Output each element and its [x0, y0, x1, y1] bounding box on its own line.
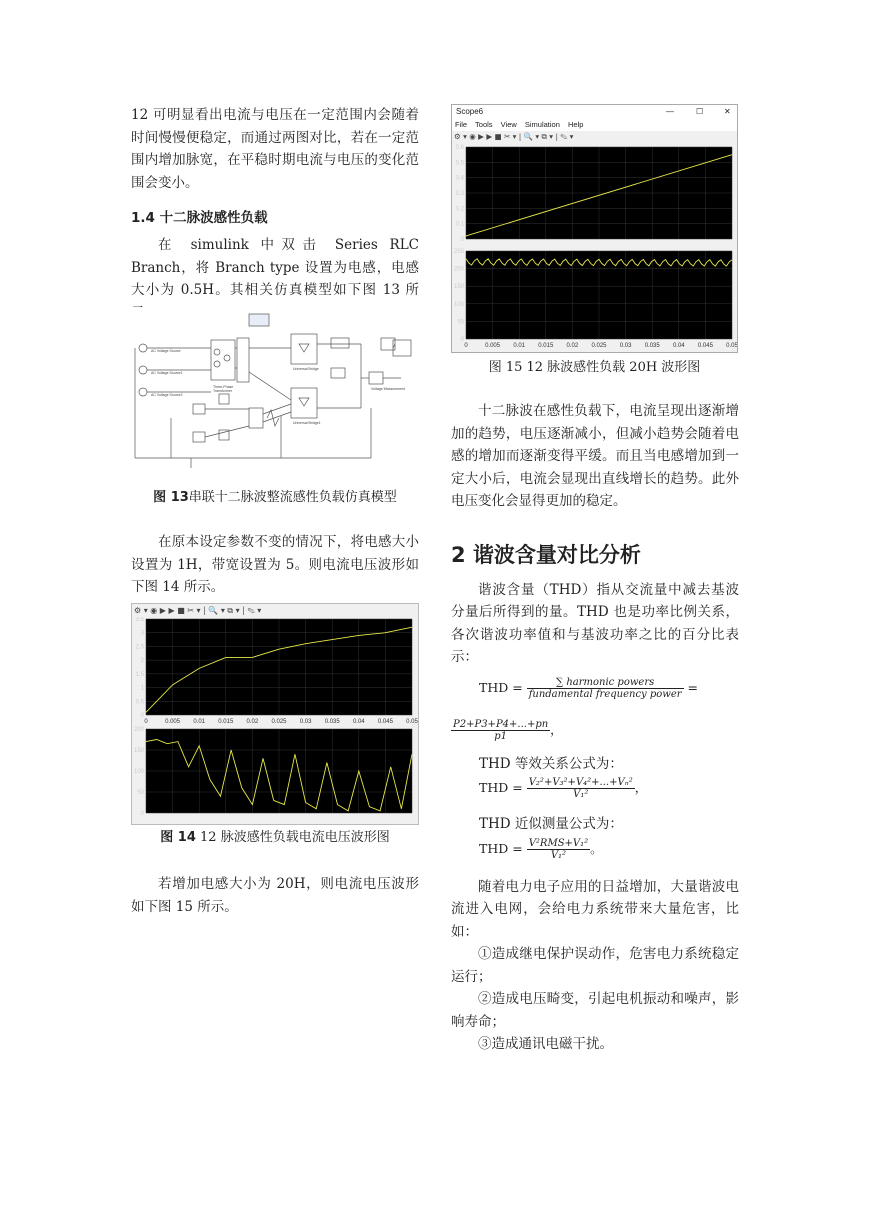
y-tick-label: 250: [453, 249, 464, 255]
x-tick-label: 0.005: [485, 343, 501, 349]
formula-thd-2: [451, 719, 739, 753]
section-title-1-4: 1.4 十二脉波感性负载: [131, 210, 268, 226]
x-tick-label: 0.045: [377, 719, 393, 725]
y-tick-label: 3.5: [135, 617, 144, 623]
svg-text:Universal Bridge: Universal Bridge: [293, 367, 319, 371]
figure-14-plot: [132, 617, 418, 824]
y-tick-label: 0: [460, 337, 464, 343]
harm-item-1: ①造成继电保护误动作，危害电力系统稳定运行；: [451, 946, 739, 985]
x-tick-label: 0.03: [299, 719, 312, 725]
figure-15-caption: 图 15 12 脉波感性负载 20H 波形图: [488, 360, 701, 375]
minimize-icon[interactable]: —: [666, 107, 674, 116]
x-tick-label: 0.015: [218, 719, 234, 725]
window-title-bar: [452, 105, 737, 119]
menu-bar: [452, 119, 737, 131]
x-tick-label: 0.04: [352, 719, 365, 725]
svg-text:Universal Bridge1: Universal Bridge1: [293, 421, 321, 425]
x-tick-label: 0.025: [591, 343, 607, 349]
y-tick-label: 100: [133, 769, 144, 775]
scope-title: Scope6: [456, 107, 484, 116]
formula-3-fraction: [527, 777, 635, 800]
y-tick-label: 150: [453, 284, 464, 291]
section-title-2: 2 谐波含量对比分析: [451, 542, 641, 567]
svg-text:AC Voltage Source1: AC Voltage Source1: [151, 371, 183, 375]
menu-help[interactable]: Help: [568, 120, 584, 129]
right-text-block: [451, 400, 739, 1056]
harm-item-2: ②造成电压畸变，引起电机振动和噪声，影响寿命；: [451, 991, 739, 1030]
y-tick-label: 0.2: [455, 206, 464, 213]
y-tick-label: 50: [457, 319, 464, 326]
formula-2-denominator: p1: [494, 730, 507, 742]
left-paragraph-1: 12 可明显看出电流与电压在一定范围内会随着时间慢慢便稳定，而通过两图对比，若在一定范围内增加脉宽，在平稳时期电流与电压的变化范围会变小。: [131, 107, 419, 191]
svg-text:AC Voltage Source: AC Voltage Source: [151, 349, 181, 353]
toolbar-icons[interactable]: ⚙ ▾ ◉ ▶ ▶ ■ ✂ ▾ | 🔍 ▾ ⧉ ▾ | ✎ ▾: [134, 606, 262, 615]
x-tick-label: 0.02: [246, 719, 259, 725]
harm-item-3: ③造成通讯电磁干扰。: [478, 1036, 613, 1052]
figure-14-label: 图 14: [160, 830, 196, 845]
right-paragraph-3: THD 等效关系公式为：: [479, 755, 623, 772]
svg-text:Voltage Measurement: Voltage Measurement: [371, 387, 406, 391]
formula-thd-1: [451, 677, 739, 709]
y-tick-label: 0.3: [455, 191, 464, 197]
x-tick-label: 0: [144, 719, 148, 725]
x-tick-label: 0.03: [619, 343, 632, 349]
y-tick-label: 0.1: [455, 221, 464, 228]
maximize-icon[interactable]: ☐: [696, 107, 704, 116]
x-tick-label: 0.005: [165, 719, 181, 725]
x-tick-label: 0.04: [672, 343, 685, 349]
formula-1-equals: =: [687, 679, 699, 695]
formula-1-lhs: THD =: [479, 679, 523, 695]
y-tick-label: 200: [453, 266, 464, 273]
right-paragraph-5: 随着电力电子应用的日益增加，大量谐波电流进入电网，会给电力系统带来大量危害，比如：: [451, 878, 739, 940]
formula-3-numerator: V₂²+V₃²+V₄²+...+Vₙ²: [528, 777, 633, 788]
y-tick-label: 1: [140, 685, 144, 692]
svg-text:Three-Phase: Three-Phase: [213, 385, 234, 389]
figure-13-label: 图 13: [153, 490, 189, 505]
x-tick-label: 0.045: [697, 343, 713, 349]
formula-2-fraction: [451, 719, 550, 742]
close-icon[interactable]: ✕: [724, 107, 731, 116]
x-tick-label: 0.05: [726, 343, 737, 349]
formula-3-lhs: THD =: [479, 780, 523, 795]
y-tick-label: 0.5: [135, 699, 144, 706]
formula-1-denominator: fundamental frequency power: [528, 688, 682, 700]
figure-13-simulink-model: [131, 308, 419, 480]
y-tick-label: 0.6: [455, 145, 464, 151]
figure-14-caption: [131, 828, 419, 848]
left-paragraph-3-block: [131, 531, 419, 599]
x-tick-label: 0: [464, 343, 468, 349]
formula-4-tail: 。: [590, 840, 603, 856]
formula-thd-3: [451, 777, 739, 813]
figure-14-scope: [131, 603, 419, 825]
menu-view[interactable]: View: [500, 120, 517, 129]
menu-tools[interactable]: Tools: [475, 120, 493, 129]
y-tick-label: 100: [453, 301, 464, 308]
figure-14-caption-text: 12 脉波感性负载电流电压波形图: [200, 830, 390, 845]
menu-file[interactable]: File: [455, 120, 468, 129]
formula-2-tail: ，: [550, 721, 563, 737]
formula-3-tail: ，: [634, 780, 648, 795]
y-tick-label: 3: [140, 630, 144, 637]
formula-1-numerator: ∑ harmonic powers: [527, 677, 684, 689]
scope-toolbar: [132, 604, 418, 617]
right-paragraph-1: 十二脉波在感性负载下，电流呈现出逐渐增加的趋势，电压逐渐减小，但减小趋势会随着电感的增加而逐渐变得平缓。而且当电感增加到一定大小后，电流会显现出直线增长的趋势。此外电压变化会显得更加的稳定。: [451, 403, 739, 509]
y-tick-label: 0: [460, 237, 464, 243]
formula-4-denominator: V₁²: [550, 849, 567, 861]
x-tick-label: 0.015: [538, 343, 554, 349]
left-paragraph-3: 在原本设定参数不变的情况下，将电感大小设置为 1H，带宽设置为 5。则电流电压波形如下图 14 所示。: [131, 534, 419, 595]
figure-15-scope-window: [451, 104, 738, 353]
scope-toolbar-15: [452, 131, 737, 143]
formula-4-fraction: [527, 838, 590, 861]
formula-4-numerator: V²RMS+V₁²: [528, 837, 589, 849]
x-tick-label: 0.035: [324, 719, 340, 725]
svg-text:Transformer: Transformer: [213, 389, 232, 393]
y-tick-label: 0.5: [455, 160, 464, 167]
x-tick-label: 0.05: [406, 719, 418, 725]
figure-13-caption-text: 串联十二脉波整流感性负载仿真模型: [188, 490, 397, 505]
figure-15-plot: [452, 143, 737, 352]
toolbar-icons-15[interactable]: ⚙ ▾ ◉ ▶ ▶ ■ ✂ ▾ | 🔍 ▾ ⧉ ▾ | ✎ ▾: [454, 132, 574, 141]
left-paragraph-4-block: [131, 873, 419, 918]
formula-2-numerator: P2+P3+P4+...+pn: [453, 718, 549, 730]
x-tick-label: 0.02: [566, 343, 579, 349]
y-tick-label: 0.4: [455, 175, 464, 182]
y-tick-label: 1.5: [135, 671, 144, 678]
y-tick-label: 150: [133, 748, 144, 754]
y-tick-label: 2: [140, 658, 144, 665]
y-tick-label: 50: [137, 790, 144, 796]
x-tick-label: 0.035: [644, 343, 660, 349]
x-tick-label: 0.01: [193, 719, 206, 725]
y-tick-label: 0: [140, 811, 144, 817]
formula-3-denominator: V₁²: [573, 789, 589, 800]
right-paragraph-2: 谐波含量（THD）指从交流量中减去基波分量后所得到的量。THD 也是功率比例关系，各次谐波功率值和与基波功率之比的百分比表示：: [451, 581, 739, 665]
left-paragraph-4: 若增加电感大小为 20H，则电流电压波形如下图 15 所示。: [131, 876, 419, 915]
right-paragraph-4: THD 近似测量公式为：: [479, 816, 623, 832]
formula-1-fraction: [527, 677, 684, 700]
y-tick-label: 2.5: [135, 644, 144, 651]
simulink-diagram: [131, 308, 419, 480]
formula-4-lhs: THD =: [479, 840, 523, 856]
left-column: [131, 104, 419, 324]
y-tick-label: 200: [133, 727, 144, 733]
figure-13-caption: [131, 488, 419, 508]
y-tick-label: 0: [140, 713, 144, 719]
formula-thd-4: [451, 838, 739, 876]
menu-simulation[interactable]: Simulation: [524, 120, 560, 129]
x-tick-label: 0.025: [271, 719, 287, 725]
x-tick-label: 0.01: [513, 343, 526, 349]
svg-text:AC Voltage Source2: AC Voltage Source2: [151, 393, 183, 397]
left-paragraph-2: 在 simulink 中双击 Series RLC Branch，将 Branch type 设置为电感，电感大小为 0.5H。其相关仿真模型如下图 13 所: [131, 237, 419, 298]
